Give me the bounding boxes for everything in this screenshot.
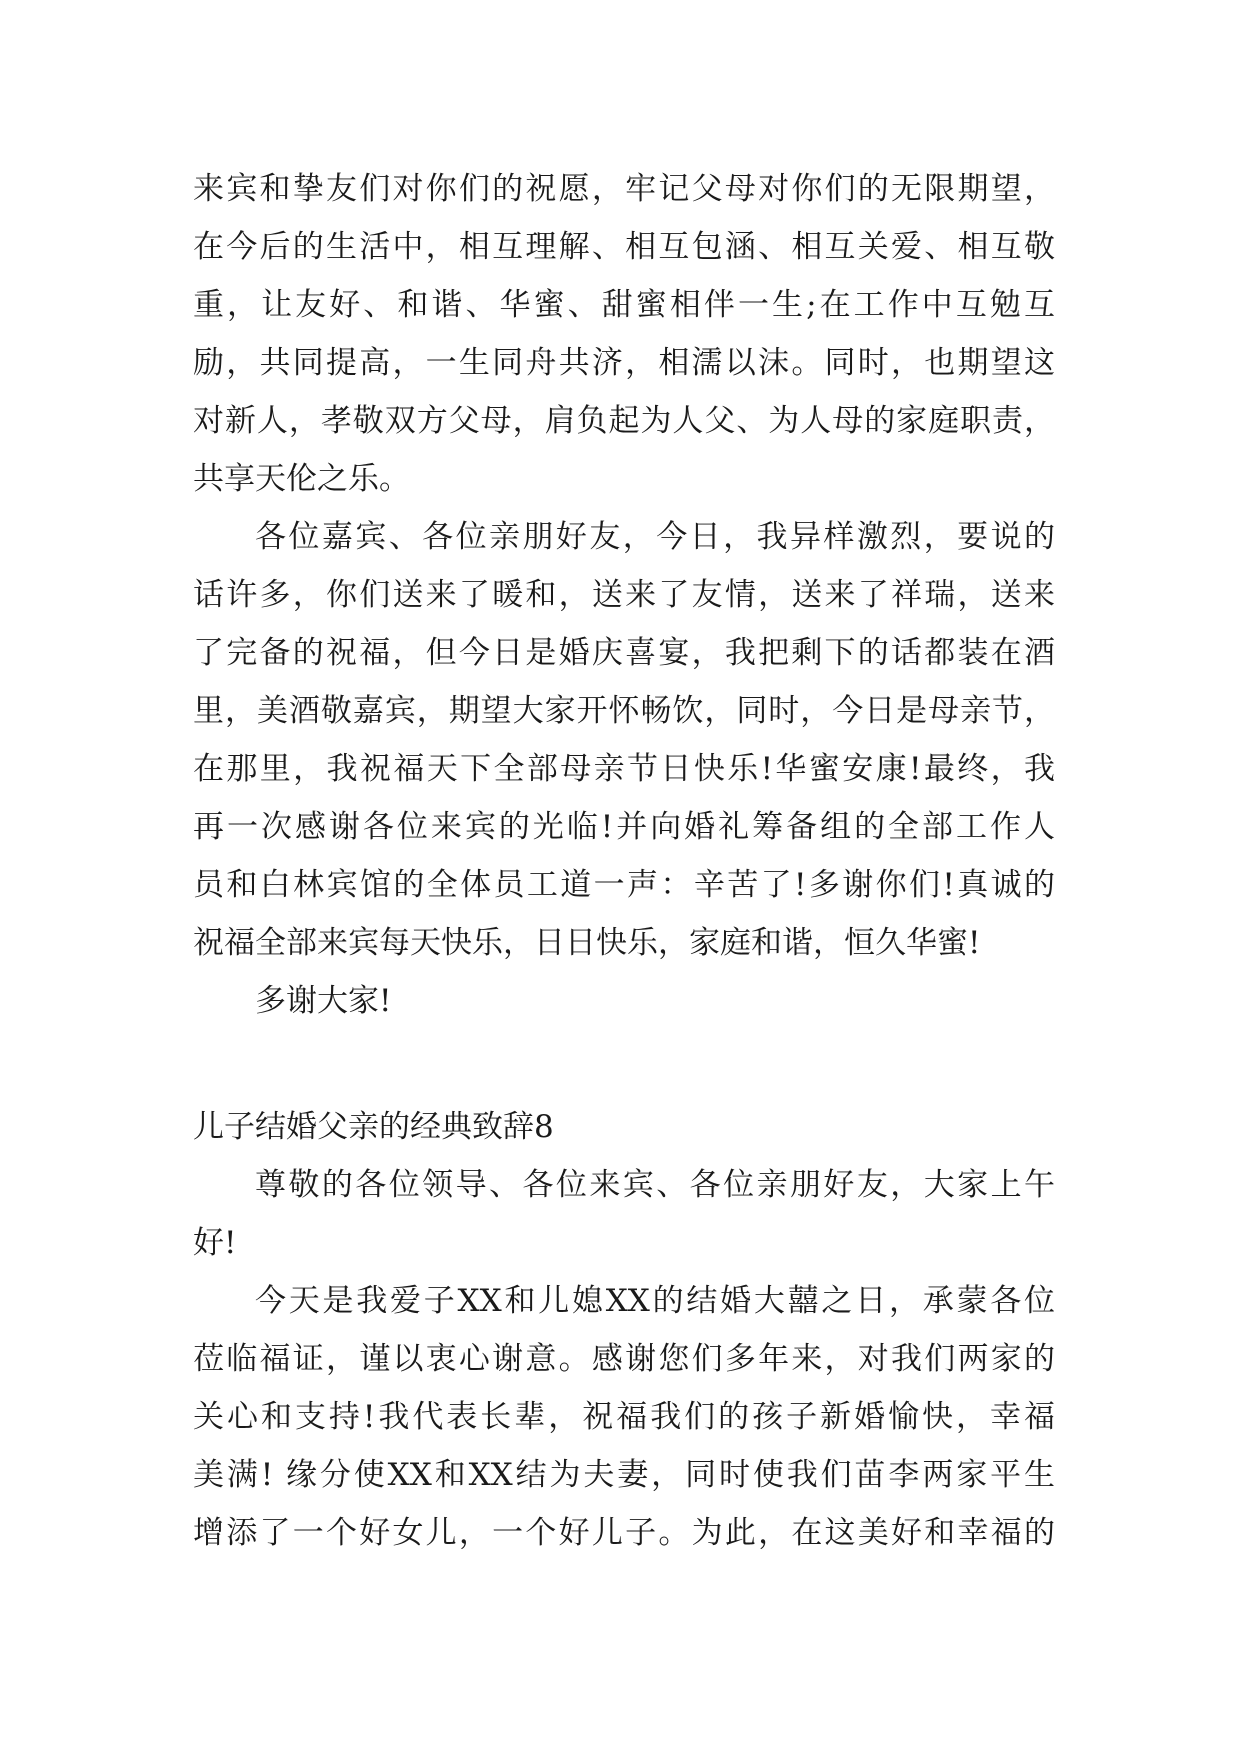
text-line: 祝福全部来宾每天快乐，日日快乐，家庭和谐，恒久华蜜! — [193, 925, 981, 961]
text-line: 来宾和挚友们对你们的祝愿，牢记父母对你们的无限期望， — [193, 171, 1055, 207]
text-line: 今天是我爱子XX和儿媳XX的结婚大囍之日，承蒙各位 — [255, 1283, 1055, 1319]
paragraph — [193, 972, 1055, 1030]
text-line: 在今后的生活中，相互理解、相互包涵、相互关爱、相互敬 — [193, 229, 1055, 265]
text-line: 各位嘉宾、各位亲朋好友，今日，我异样激烈，要说的 — [255, 519, 1055, 555]
text-line: 话许多，你们送来了暖和，送来了友情，送来了祥瑞，送来 — [193, 577, 1055, 613]
text-line: 员和白林宾馆的全体员工道一声：辛苦了!多谢你们!真诚的 — [193, 867, 1055, 903]
text-line: 关心和支持!我代表长辈，祝福我们的孩子新婚愉快，幸福 — [193, 1399, 1055, 1435]
text-line: 好! — [193, 1225, 237, 1261]
paragraph — [193, 160, 1055, 508]
text-line: 共享天伦之乐。 — [193, 461, 410, 497]
text-line: 励，共同提高，一生同舟共济，相濡以沫。同时，也期望这 — [193, 345, 1055, 381]
paragraph — [193, 508, 1055, 972]
text-line: 对新人，孝敬双方父母，肩负起为人父、为人母的家庭职责， — [193, 403, 1055, 439]
text-line: 多谢大家! — [255, 983, 392, 1019]
text-line: 再一次感谢各位来宾的光临!并向婚礼筹备组的全部工作人 — [193, 809, 1055, 845]
document-body — [193, 160, 1055, 1562]
text-line: 美满! 缘分使XX和XX结为夫妻，同时使我们苗李两家平生 — [193, 1457, 1055, 1493]
text-line: 里，美酒敬嘉宾，期望大家开怀畅饮，同时，今日是母亲节， — [193, 693, 1055, 729]
text-line: 尊敬的各位领导、各位来宾、各位亲朋好友，大家上午 — [255, 1167, 1055, 1203]
paragraph — [193, 1156, 1055, 1272]
text-line: 增添了一个好女儿，一个好儿子。为此，在这美好和幸福的 — [193, 1515, 1055, 1551]
text-line: 了完备的祝福，但今日是婚庆喜宴，我把剩下的话都装在酒 — [193, 635, 1055, 671]
section-gap — [193, 1030, 1055, 1098]
text-line: 莅临福证，谨以衷心谢意。感谢您们多年来，对我们两家的 — [193, 1341, 1055, 1377]
text-line: 在那里，我祝福天下全部母亲节日快乐!华蜜安康!最终，我 — [193, 751, 1055, 787]
section-title: 儿子结婚父亲的经典致辞8 — [193, 1109, 554, 1145]
paragraph — [193, 1272, 1055, 1562]
text-line: 重，让友好、和谐、华蜜、甜蜜相伴一生;在工作中互勉互 — [193, 287, 1055, 323]
